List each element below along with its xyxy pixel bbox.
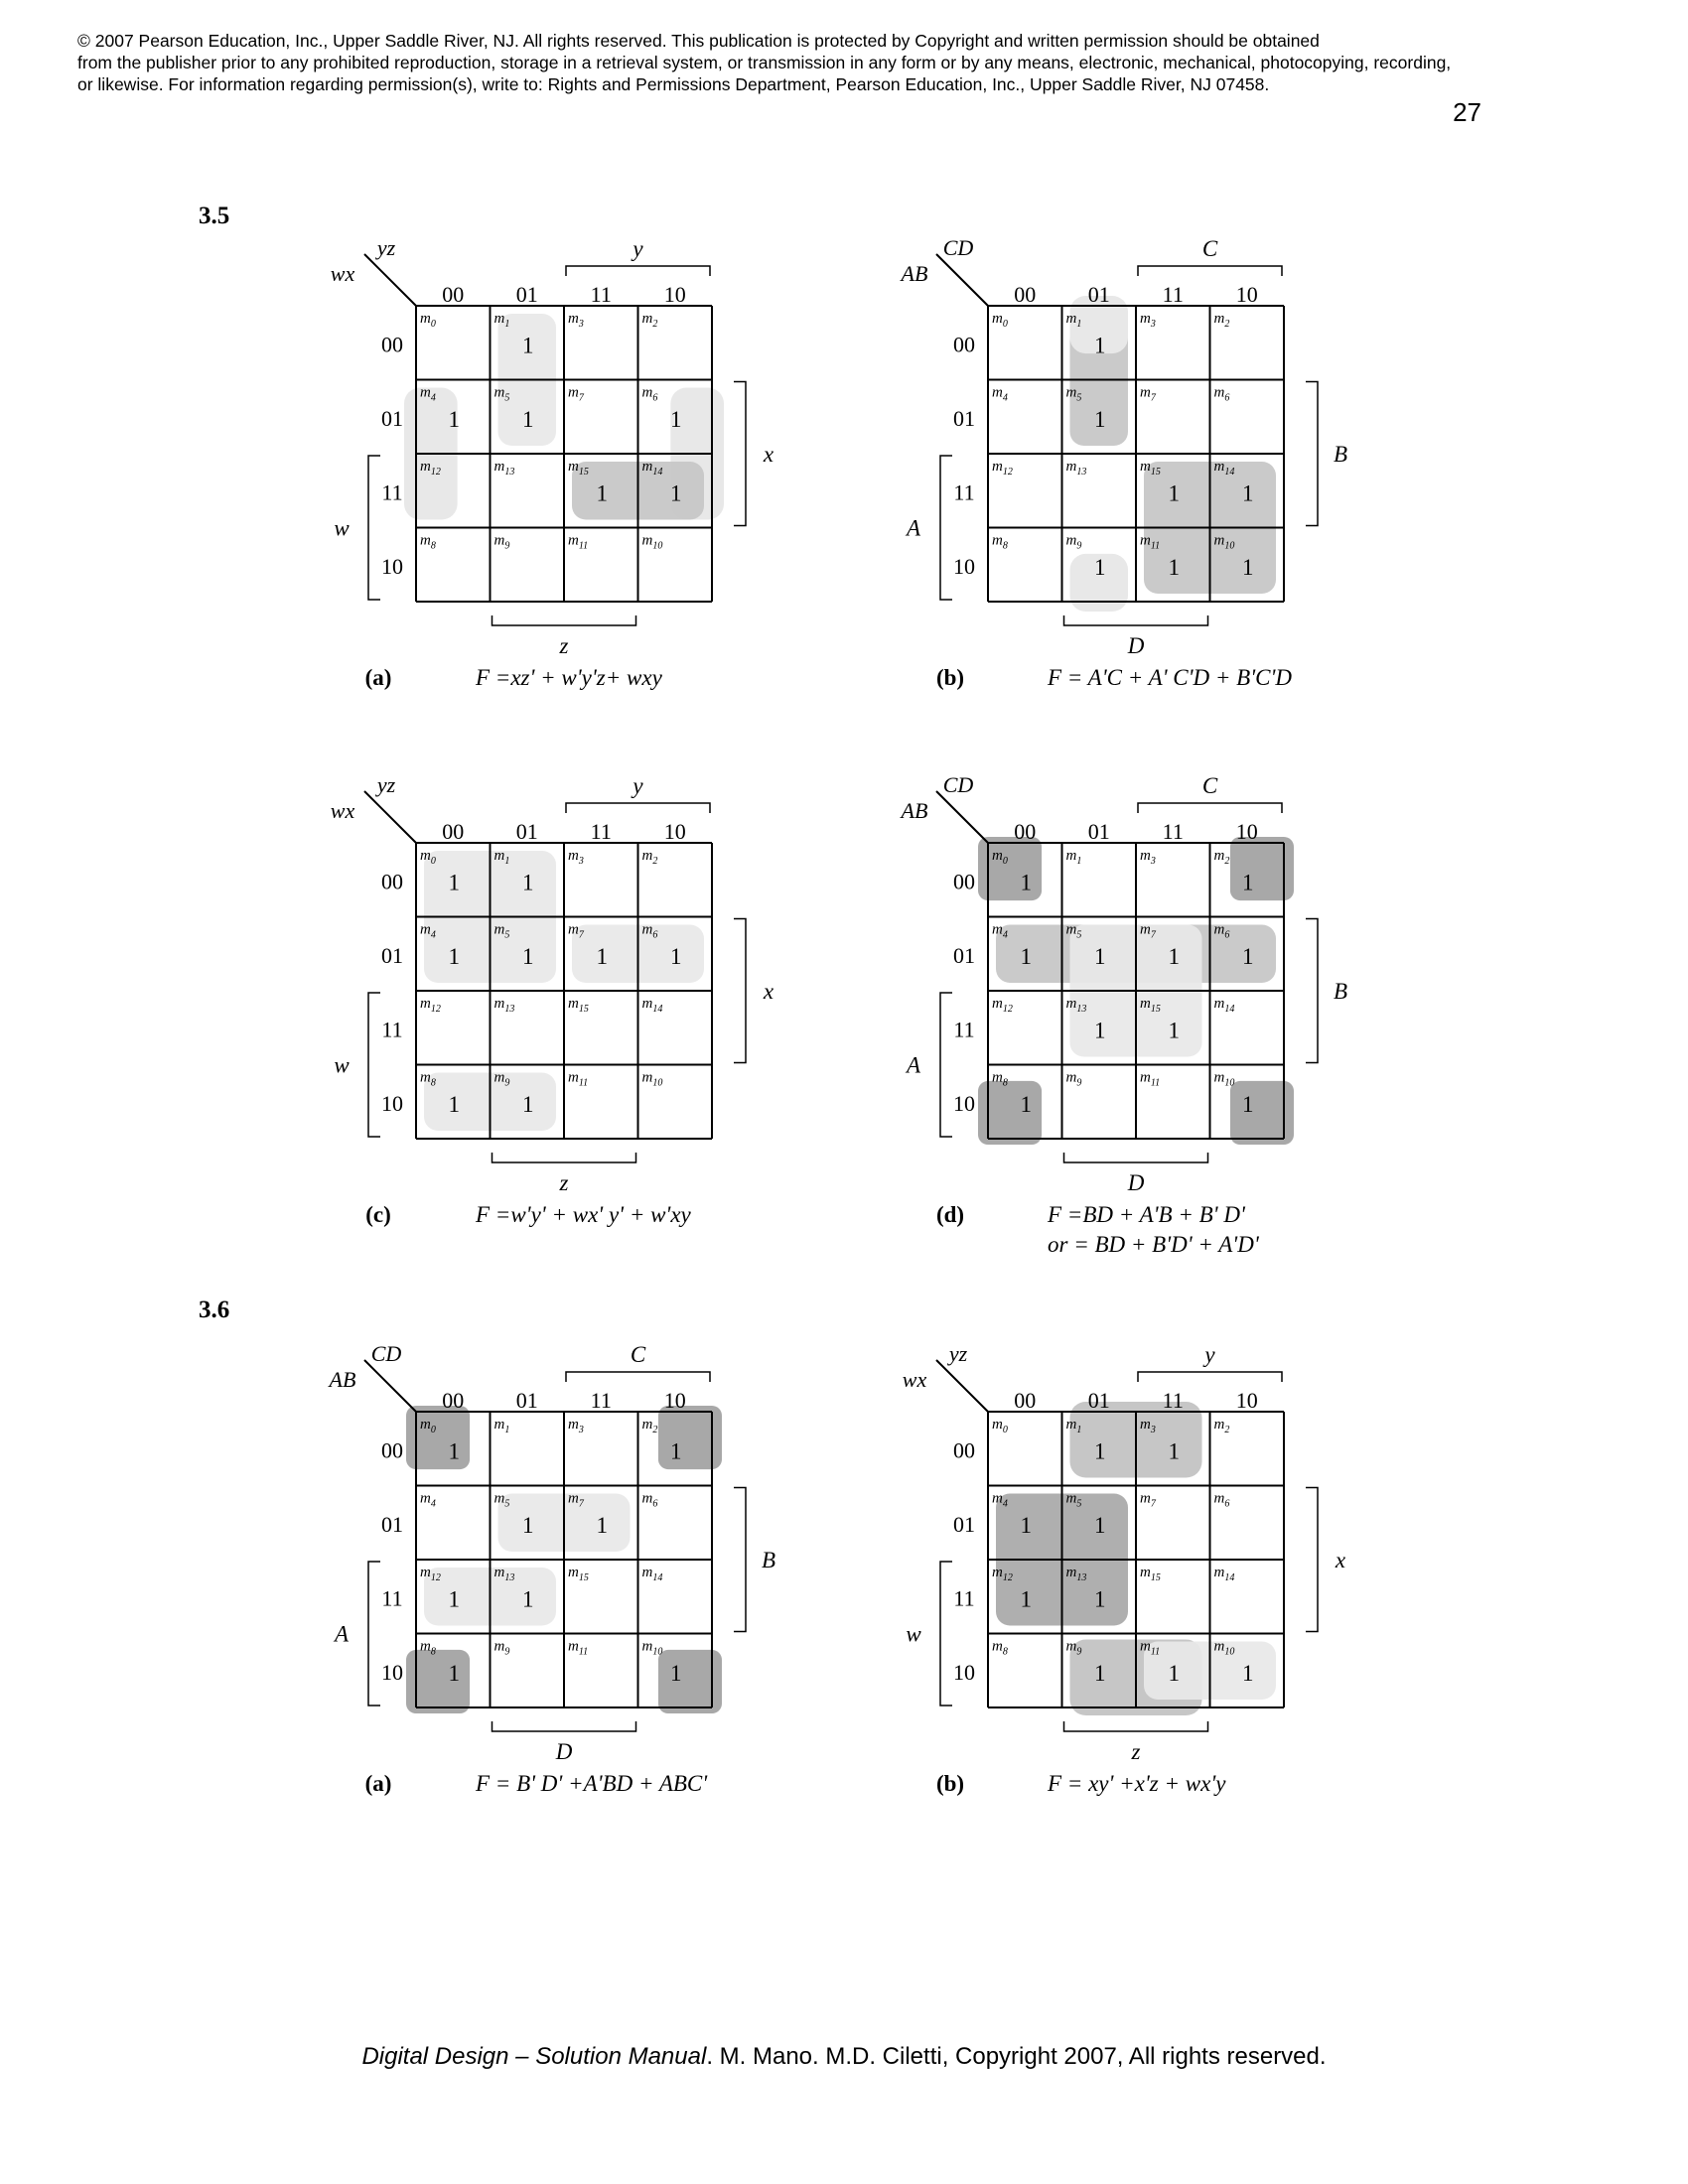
cell-one: 1 [522,1586,534,1612]
minterm-label: $m_2$ [641,311,658,330]
cell-one: 1 [1020,943,1032,969]
corner-diagonal [364,791,416,843]
page-number: 27 [1453,97,1481,127]
part-label: (b) [935,1771,965,1796]
minterm-label: $m_8$ [420,532,436,552]
minterm-label: $m_5$ [493,384,510,404]
right-bracket [1306,1488,1318,1632]
row-code: 11 [953,1585,975,1611]
footer-rest: . M. Mano. M.D. Ciletti, Copyright 2007, All rights reserved. [706,2043,1327,2070]
minterm-label: $m_7$ [1140,921,1156,941]
column-code: 11 [1162,1388,1184,1413]
row-code: 01 [381,405,403,431]
bottom-bracket [1064,1721,1208,1731]
minterm-label: $m_{10}$ [641,1638,663,1658]
minterm-label: $m_3$ [568,848,584,867]
top-bracket [566,1372,710,1382]
right-variable: B [1333,442,1348,467]
section-number-3-6: 3.6 [199,1297,230,1323]
minterm-label: $m_3$ [1140,311,1156,330]
corner-left-variables: wx [330,798,355,823]
column-code: 10 [1235,282,1258,307]
top-variable: y [633,773,643,798]
cell-one: 1 [1168,554,1180,580]
bottom-variable: D [555,1739,573,1764]
minterm-label: $m_{14}$ [641,1565,663,1583]
minterm-label: $m_0$ [420,848,436,867]
minterm-label: $m_{12}$ [420,996,441,1015]
left-variable: w [334,1052,350,1078]
row-code: 00 [381,1437,403,1463]
minterm-label: $m_9$ [1065,532,1082,552]
right-bracket [1306,919,1318,1063]
column-code: 11 [590,282,612,307]
row-code: 01 [381,1511,403,1537]
cell-one: 1 [1094,406,1106,432]
cell-one: 1 [670,480,682,506]
cell-one: 1 [1242,943,1254,969]
cell-one: 1 [1094,333,1106,358]
corner-left-variables: AB [329,1367,356,1392]
minterm-label: $m_{13}$ [493,459,515,478]
minterm-label: $m_{11}$ [1140,532,1161,552]
minterm-label: $m_{13}$ [1065,459,1087,478]
minterm-label: $m_9$ [493,1069,510,1089]
corner-diagonal [936,1360,988,1412]
corner-top-variables: yz [376,772,396,797]
corner-diagonal [936,254,988,306]
minterm-label: $m_{12}$ [420,1565,441,1583]
right-variable: B [761,1548,776,1572]
row-code: 10 [953,1090,975,1116]
minterm-label: $m_3$ [568,311,584,330]
column-code: 11 [590,1388,612,1413]
minterm-label: $m_{15}$ [1140,459,1161,478]
minterm-label: $m_0$ [992,848,1008,867]
bottom-bracket [1064,615,1208,625]
cell-one: 1 [1242,554,1254,580]
map-equation: F = A'C + A' C'D + B'C'D [1048,665,1293,690]
corner-top-variables: yz [376,235,396,260]
part-label: (a) [364,665,392,690]
minterm-label: $m_8$ [992,1638,1008,1658]
minterm-label: $m_2$ [1213,311,1230,330]
minterm-label: $m_7$ [568,921,584,941]
minterm-label: $m_3$ [1140,1417,1156,1435]
minterm-label: $m_{13}$ [493,1565,515,1583]
left-bracket [940,1562,952,1706]
minterm-label: $m_{12}$ [992,1565,1013,1583]
column-code: 01 [515,819,538,844]
minterm-label: $m_2$ [641,848,658,867]
part-label: (b) [935,665,965,690]
minterm-label: $m_{11}$ [568,1638,589,1658]
row-code: 10 [381,553,403,579]
right-bracket [734,382,746,526]
corner-top-variables: yz [948,1341,968,1366]
corner-left-variables: AB [901,798,928,823]
row-code: 01 [953,405,975,431]
map-equation: F =w'y' + wx' y' + w'xy [476,1202,691,1227]
cell-one: 1 [1168,480,1180,506]
row-code: 01 [953,942,975,968]
corner-diagonal [364,1360,416,1412]
minterm-label: $m_{14}$ [641,459,663,478]
cell-one: 1 [1020,1512,1032,1538]
minterm-label: $m_6$ [641,1490,658,1510]
column-code: 10 [663,819,686,844]
minterm-label: $m_2$ [641,1417,658,1435]
row-code: 00 [381,869,403,894]
row-code: 11 [381,1585,403,1611]
corner-top-variables: CD [942,772,974,797]
minterm-label: $m_{11}$ [1140,1638,1161,1658]
left-variable: w [334,515,350,541]
kmap-3.6b [903,1341,1346,1796]
kmap-3.6a [328,1341,775,1796]
cell-one: 1 [1094,554,1106,580]
corner-left-variables: AB [901,261,928,286]
row-code: 10 [953,553,975,579]
cell-one: 1 [670,1660,682,1686]
minterm-label: $m_7$ [1140,384,1156,404]
minterm-label: $m_6$ [1213,384,1230,404]
minterm-label: $m_{12}$ [992,459,1013,478]
minterm-label: $m_0$ [420,1417,436,1435]
minterm-label: $m_3$ [568,1417,584,1435]
cell-one: 1 [522,1091,534,1117]
minterm-label: $m_9$ [493,532,510,552]
footer-title: Digital Design – Solution Manual [361,2043,707,2070]
minterm-label: $m_9$ [493,1638,510,1658]
left-bracket [940,993,952,1137]
minterm-label: $m_5$ [493,921,510,941]
row-code: 00 [953,332,975,357]
row-code: 11 [953,1017,975,1042]
bottom-variable: D [1127,633,1145,658]
bottom-variable: z [559,1170,569,1195]
cell-one: 1 [1168,1660,1180,1686]
kmap-grid [416,306,712,602]
cell-one: 1 [448,1586,460,1612]
cell-one: 1 [1020,870,1032,895]
part-label: (a) [364,1771,392,1796]
top-variable: y [633,236,643,261]
column-code: 00 [442,819,465,844]
bottom-bracket [492,1721,636,1731]
minterm-label: $m_{11}$ [568,1069,589,1089]
column-code: 11 [590,819,612,844]
minterm-label: $m_9$ [1065,1069,1082,1089]
minterm-label: $m_{12}$ [992,996,1013,1015]
column-code: 01 [515,282,538,307]
minterm-label: $m_5$ [493,1490,510,1510]
minterm-label: $m_4$ [420,384,436,404]
minterm-label: $m_{14}$ [641,996,663,1015]
row-code: 00 [953,869,975,894]
right-variable: x [1335,1548,1346,1572]
row-code: 00 [953,1437,975,1463]
cell-one: 1 [1242,1091,1254,1117]
minterm-label: $m_{15}$ [568,459,589,478]
minterm-label: $m_3$ [1140,848,1156,867]
minterm-label: $m_{14}$ [1213,996,1235,1015]
cell-one: 1 [1094,1586,1106,1612]
cell-one: 1 [1168,1018,1180,1043]
corner-top-variables: CD [370,1341,402,1366]
row-code: 11 [953,479,975,505]
cell-one: 1 [1094,1438,1106,1464]
cell-one: 1 [522,943,534,969]
map-equation: F =BD + A'B + B' D' [1048,1202,1245,1227]
kmap-3.5b [900,235,1347,690]
minterm-label: $m_{10}$ [641,532,663,552]
corner-diagonal [936,791,988,843]
cell-one: 1 [448,406,460,432]
minterm-label: $m_1$ [1065,311,1082,330]
cell-one: 1 [1094,943,1106,969]
right-bracket [734,1488,746,1632]
cell-one: 1 [596,943,608,969]
top-bracket [1138,1372,1282,1382]
minterm-label: $m_5$ [1065,1490,1082,1510]
map-equation: or = BD + B'D' + A'D' [1048,1232,1259,1257]
minterm-label: $m_{15}$ [568,1565,589,1583]
left-bracket [368,993,380,1137]
top-variable: y [1204,1342,1215,1367]
cell-one: 1 [1094,1512,1106,1538]
minterm-label: $m_{13}$ [493,996,515,1015]
left-bracket [940,456,952,600]
map-equation: F =xz' + w'y'z+ wxy [476,665,662,690]
minterm-label: $m_8$ [992,1069,1008,1089]
minterm-label: $m_{10}$ [641,1069,663,1089]
cell-one: 1 [448,943,460,969]
column-code: 11 [1162,282,1184,307]
cell-one: 1 [1242,480,1254,506]
cell-one: 1 [1020,1091,1032,1117]
minterm-label: $m_9$ [1065,1638,1082,1658]
kmap-3.5d [900,772,1347,1257]
minterm-label: $m_4$ [992,384,1008,404]
top-bracket [566,266,710,276]
minterm-label: $m_{15}$ [1140,1565,1161,1583]
cell-one: 1 [448,1438,460,1464]
cell-one: 1 [522,870,534,895]
row-code: 00 [381,332,403,357]
left-variable: A [906,515,921,541]
minterm-label: $m_5$ [1065,384,1082,404]
minterm-label: $m_{11}$ [568,532,589,552]
right-variable: B [1333,979,1348,1004]
cell-one: 1 [1168,1438,1180,1464]
left-bracket [368,456,380,600]
minterm-label: $m_{14}$ [1213,1565,1235,1583]
section-number-3-5: 3.5 [199,203,230,229]
minterm-label: $m_8$ [420,1638,436,1658]
minterm-label: $m_{12}$ [420,459,441,478]
minterm-label: $m_{15}$ [568,996,589,1015]
cell-one: 1 [670,943,682,969]
cell-one: 1 [1020,1586,1032,1612]
minterm-label: $m_8$ [420,1069,436,1089]
right-bracket [734,919,746,1063]
bottom-variable: z [1131,1739,1141,1764]
minterm-label: $m_6$ [1213,1490,1230,1510]
minterm-label: $m_{15}$ [1140,996,1161,1015]
map-equation: F = B' D' +A'BD + ABC' [476,1771,708,1796]
left-variable: A [906,1052,921,1078]
minterm-label: $m_{11}$ [1140,1069,1161,1089]
column-code: 00 [1014,819,1037,844]
minterm-label: $m_1$ [1065,1417,1082,1435]
row-code: 01 [953,1511,975,1537]
top-bracket [1138,266,1282,276]
column-code: 00 [442,282,465,307]
right-bracket [1306,382,1318,526]
minterm-label: $m_1$ [493,311,510,330]
bottom-bracket [492,1153,636,1162]
cell-one: 1 [522,333,534,358]
minterm-label: $m_2$ [1213,848,1230,867]
column-code: 01 [1087,1388,1110,1413]
row-code: 01 [381,942,403,968]
minterm-label: $m_8$ [992,532,1008,552]
column-code: 11 [1162,819,1184,844]
minterm-label: $m_{13}$ [1065,996,1087,1015]
column-code: 00 [1014,282,1037,307]
top-bracket [1138,803,1282,813]
cell-one: 1 [448,870,460,895]
cell-one: 1 [1242,870,1254,895]
column-code: 01 [1087,282,1110,307]
minterm-label: $m_7$ [1140,1490,1156,1510]
right-variable: x [763,442,774,467]
minterm-label: $m_6$ [641,921,658,941]
kmap-3.5c [331,772,774,1227]
part-label: (d) [935,1202,965,1227]
left-variable: A [334,1621,350,1647]
row-code: 11 [381,479,403,505]
column-code: 10 [663,282,686,307]
copyright-notice: © 2007 Pearson Education, Inc., Upper Saddle River, NJ. All rights reserved. This publication is protected by Copyright and written permission should be obtained from the publisher prior to any prohibited reproduction, storage in a retrieval system, or transmission in any form or by any means, electronic, mechanical, photocopying, recording, or likewise. For information regarding permission(s), write to: Rights and Permissions Department, Pearson Education, Inc., Upper Saddle River, NJ 07458. [77,31,1452,94]
minterm-label: $m_{14}$ [1213,459,1235,478]
bottom-variable: D [1127,1170,1145,1195]
corner-left-variables: wx [330,261,355,286]
column-code: 10 [663,1388,686,1413]
minterm-label: $m_4$ [420,921,436,941]
column-code: 10 [1235,1388,1258,1413]
bottom-variable: z [559,633,569,658]
left-variable: w [906,1621,921,1647]
row-code: 10 [381,1090,403,1116]
minterm-label: $m_{10}$ [1213,1638,1235,1658]
cell-one: 1 [596,1512,608,1538]
minterm-label: $m_7$ [568,384,584,404]
corner-diagonal [364,254,416,306]
cell-one: 1 [1242,1660,1254,1686]
minterm-label: $m_4$ [992,1490,1008,1510]
cell-one: 1 [670,1438,682,1464]
part-label: (c) [365,1202,391,1227]
minterm-label: $m_0$ [992,1417,1008,1435]
bottom-bracket [492,615,636,625]
minterm-label: $m_4$ [992,921,1008,941]
minterm-label: $m_{10}$ [1213,532,1235,552]
kmap-3.5a [331,235,774,690]
cell-one: 1 [522,1512,534,1538]
row-code: 10 [381,1659,403,1685]
row-code: 10 [953,1659,975,1685]
cell-one: 1 [1168,943,1180,969]
cell-one: 1 [448,1091,460,1117]
minterm-label: $m_1$ [493,848,510,867]
cell-one: 1 [522,406,534,432]
minterm-label: $m_7$ [568,1490,584,1510]
minterm-label: $m_1$ [1065,848,1082,867]
column-code: 00 [1014,1388,1037,1413]
minterm-label: $m_6$ [641,384,658,404]
column-code: 01 [515,1388,538,1413]
minterm-label: $m_0$ [420,311,436,330]
row-code: 11 [381,1017,403,1042]
cell-one: 1 [1094,1018,1106,1043]
minterm-label: $m_5$ [1065,921,1082,941]
map-equation: F = xy' +x'z + wx'y [1048,1771,1226,1796]
cell-one: 1 [596,480,608,506]
minterm-label: $m_1$ [493,1417,510,1435]
minterm-label: $m_2$ [1213,1417,1230,1435]
bottom-bracket [1064,1153,1208,1162]
cell-one: 1 [1094,1660,1106,1686]
minterm-label: $m_{10}$ [1213,1069,1235,1089]
top-variable: C [1201,236,1218,261]
top-variable: C [630,1342,646,1367]
column-code: 10 [1235,819,1258,844]
corner-left-variables: wx [902,1367,927,1392]
top-variable: C [1201,773,1218,798]
minterm-label: $m_0$ [992,311,1008,330]
column-code: 00 [442,1388,465,1413]
minterm-label: $m_{13}$ [1065,1565,1087,1583]
minterm-label: $m_6$ [1213,921,1230,941]
cell-one: 1 [448,1660,460,1686]
cell-one: 1 [670,406,682,432]
footer [0,2043,1688,2071]
top-bracket [566,803,710,813]
minterm-label: $m_4$ [420,1490,436,1510]
left-bracket [368,1562,380,1706]
column-code: 01 [1087,819,1110,844]
right-variable: x [763,979,774,1004]
corner-top-variables: CD [942,235,974,260]
